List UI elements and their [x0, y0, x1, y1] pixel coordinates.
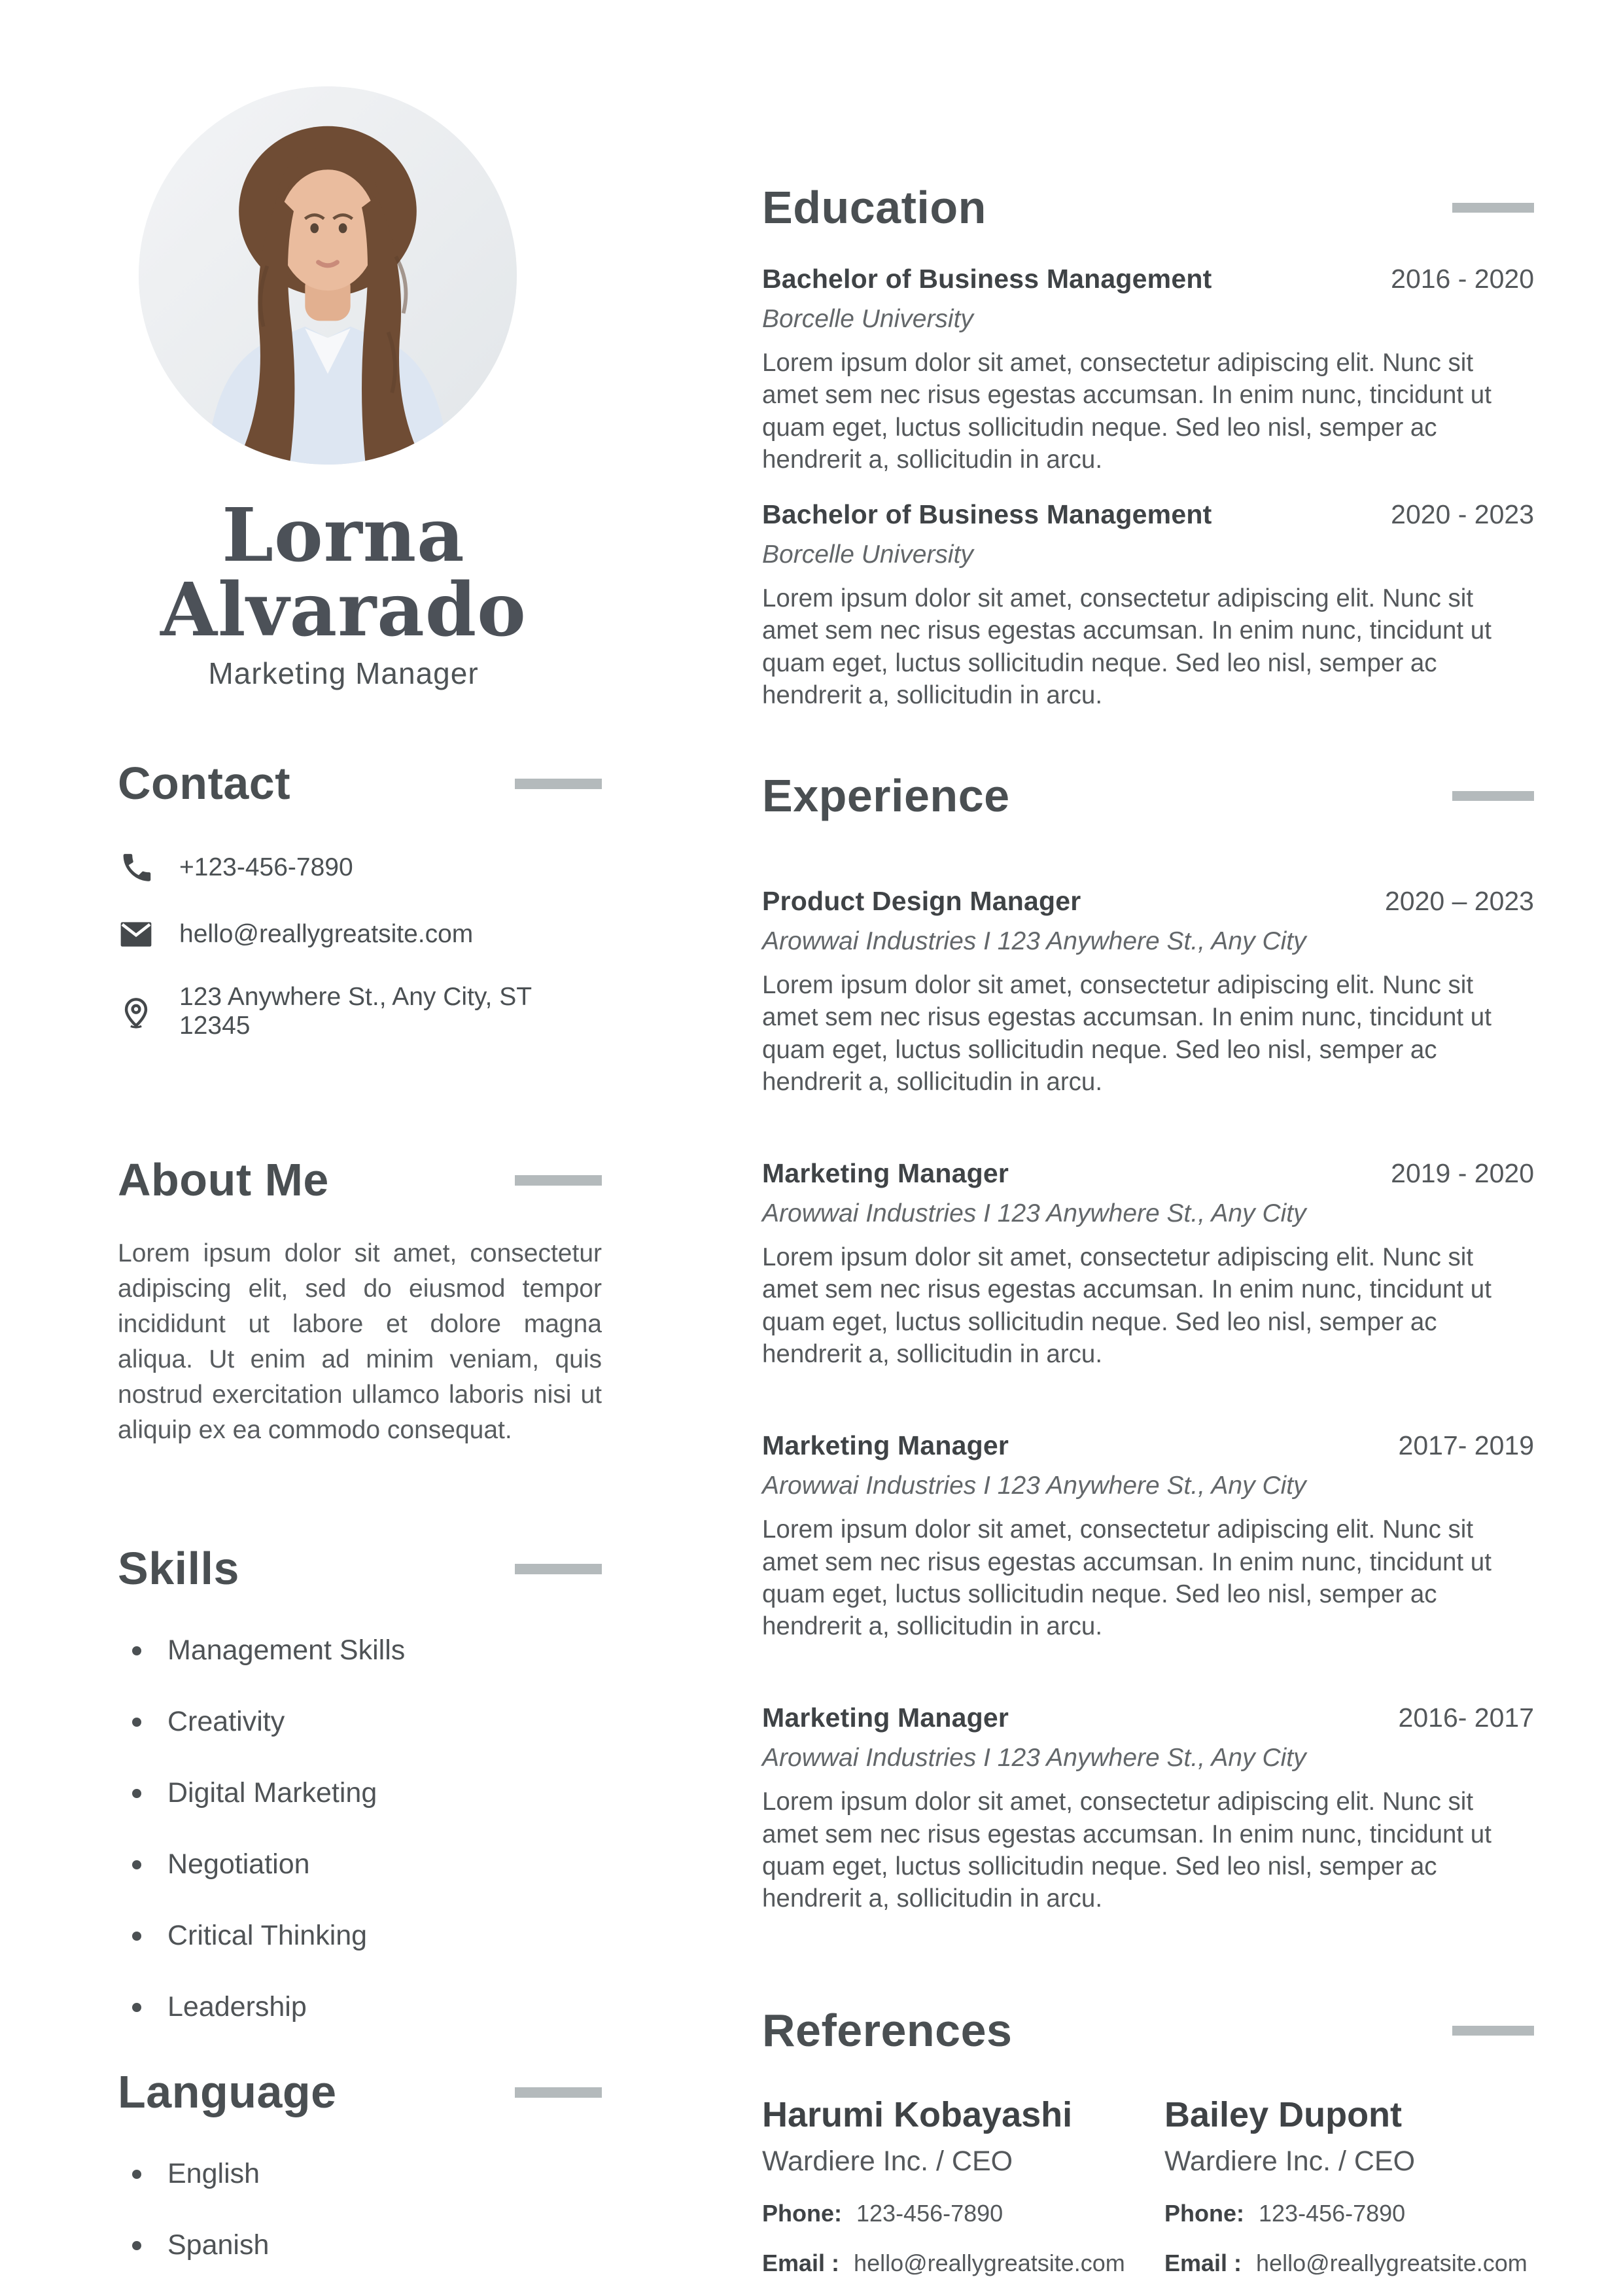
reference-role: Wardiere Inc. / CEO: [1164, 2146, 1416, 2178]
email-value: hello@reallygreatsite.com: [1256, 2250, 1527, 2277]
experience-entry: [762, 1703, 1534, 1915]
phone-icon: [118, 849, 154, 886]
skill-item: Digital Marketing: [118, 1777, 602, 1809]
skill-item: Management Skills: [118, 1634, 602, 1667]
reference-card: [762, 2094, 1164, 2277]
education-description: Lorem ipsum dolor sit amet, consectetur adipiscing elit. Nunc sit amet sem nec risus egestas accumsan. In enim nunc, tincidunt ut quam eget, luctus sollicitudin neque. Sed leo nisl, semper ac hendrerit a, sollicitudin in arcu.: [762, 349, 1492, 474]
phone-value: 123-456-7890: [1259, 2200, 1406, 2227]
right-column: [762, 0, 1534, 2277]
reference-email-line: [1164, 2250, 1534, 2277]
references-heading: References: [762, 2005, 1013, 2057]
reference-card: [1164, 2094, 1534, 2277]
heading-bar: [515, 2087, 602, 2098]
role-dates: 2020 – 2023: [1384, 886, 1534, 917]
address-text: 123 Anywhere St., Any City, ST 12345: [179, 983, 532, 1040]
job-title: Marketing Manager: [208, 656, 479, 691]
heading-bar: [1452, 2026, 1534, 2036]
role-title: Marketing Manager: [762, 1430, 1009, 1461]
references-grid: [762, 2094, 1534, 2277]
role-dates: 2017- 2019: [1398, 1430, 1534, 1461]
skill-item: Negotiation: [118, 1848, 602, 1881]
email-value: hello@reallygreatsite.com: [854, 2250, 1125, 2277]
language-list: [118, 2158, 602, 2261]
skills-heading: Skills: [118, 1543, 239, 1595]
education-entry: [762, 499, 1534, 711]
about-text: Lorem ipsum dolor sit amet, consectetur adipiscing elit, sed do eiusmod tempor incididunt ut labore et dolore magna aliqua. Ut enim ad minim veniam, quis nostrud exercitation ullamco laboris nisi ut aliquip ex ea commodo consequat.: [118, 1239, 602, 1444]
company-line: Arowwai Industries I 123 Anywhere St., Any City: [762, 1199, 1306, 1228]
section-references: [762, 2001, 1534, 2277]
location-icon: [118, 993, 154, 1030]
degree-dates: 2020 - 2023: [1391, 499, 1534, 530]
heading-bar: [515, 1564, 602, 1574]
reference-phone-line: [762, 2200, 1164, 2227]
email-text: hello@reallygreatsite.com: [179, 920, 474, 949]
role-title: Product Design Manager: [762, 886, 1081, 917]
bullet-dot: [132, 2003, 141, 2012]
contact-item-email: [118, 916, 602, 953]
role-dates: 2016- 2017: [1398, 1703, 1534, 1733]
experience-entry: [762, 1158, 1534, 1370]
email-icon: [118, 916, 154, 953]
education-description: Lorem ipsum dolor sit amet, consectetur adipiscing elit. Nunc sit amet sem nec risus egestas accumsan. In enim nunc, tincidunt ut quam eget, luctus sollicitudin neque. Sed leo nisl, semper ac hendrerit a, sollicitudin in arcu.: [762, 584, 1492, 709]
phone-value: 123-456-7890: [856, 2200, 1003, 2227]
company-line: Arowwai Industries I 123 Anywhere St., Any City: [762, 1744, 1306, 1773]
profile-photo: [139, 86, 517, 465]
contact-item-address: [118, 983, 602, 1040]
portrait-illustration: [139, 86, 517, 465]
education-heading: Education: [762, 182, 986, 233]
role-title: Marketing Manager: [762, 1703, 1009, 1733]
role-title: Marketing Manager: [762, 1158, 1009, 1189]
name-block: [118, 493, 569, 691]
company-line: Arowwai Industries I 123 Anywhere St., Any City: [762, 927, 1306, 956]
contact-heading: Contact: [118, 758, 291, 809]
skill-item: Critical Thinking: [118, 1920, 602, 1952]
degree-title: Bachelor of Business Management: [762, 264, 1212, 294]
bullet-dot: [132, 2170, 141, 2179]
degree-title: Bachelor of Business Management: [762, 499, 1212, 530]
experience-entry: [762, 1430, 1534, 1642]
phone-label: Phone:: [762, 2200, 842, 2227]
contact-list: [118, 849, 602, 1040]
heading-bar: [515, 779, 602, 789]
section-skills: [118, 1539, 602, 2023]
phone-label: Phone:: [1164, 2200, 1244, 2227]
reference-email-line: [762, 2250, 1164, 2277]
bullet-dot: [132, 2241, 141, 2250]
degree-dates: 2016 - 2020: [1391, 264, 1534, 294]
name-line-2: Alvarado: [160, 567, 527, 654]
skill-item: Leadership: [118, 1991, 602, 2023]
reference-name: Harumi Kobayashi: [762, 2095, 1073, 2135]
phone-text: +123-456-7890: [179, 853, 353, 882]
bullet-dot: [132, 1860, 141, 1869]
email-label: Email :: [1164, 2250, 1242, 2277]
heading-bar: [515, 1175, 602, 1186]
school-name: Borcelle University: [762, 305, 973, 333]
bullet-dot: [132, 1718, 141, 1727]
experience-description: Lorem ipsum dolor sit amet, consectetur adipiscing elit. Nunc sit amet sem nec risus egestas accumsan. In enim nunc, tincidunt ut quam eget, luctus sollicitudin neque. Sed leo nisl, semper ac hendrerit a, sollicitudin in arcu.: [762, 1515, 1492, 1641]
role-dates: 2019 - 2020: [1391, 1158, 1534, 1189]
left-column: [118, 0, 602, 2296]
bullet-dot: [132, 1932, 141, 1941]
language-heading: Language: [118, 2066, 337, 2118]
section-contact: [118, 754, 602, 1040]
school-name: Borcelle University: [762, 540, 973, 569]
experience-description: Lorem ipsum dolor sit amet, consectetur adipiscing elit. Nunc sit amet sem nec risus egestas accumsan. In enim nunc, tincidunt ut quam eget, luctus sollicitudin neque. Sed leo nisl, semper ac hendrerit a, sollicitudin in arcu.: [762, 1243, 1492, 1368]
about-heading: About Me: [118, 1154, 329, 1206]
experience-heading: Experience: [762, 770, 1010, 822]
skills-list: [118, 1634, 602, 2023]
reference-name: Bailey Dupont: [1164, 2095, 1403, 2135]
contact-item-phone: [118, 849, 602, 886]
reference-role: Wardiere Inc. / CEO: [762, 2146, 1013, 2178]
section-experience: [762, 766, 1534, 1915]
email-label: Email :: [762, 2250, 840, 2277]
experience-description: Lorem ipsum dolor sit amet, consectetur adipiscing elit. Nunc sit amet sem nec risus egestas accumsan. In enim nunc, tincidunt ut quam eget, luctus sollicitudin neque. Sed leo nisl, semper ac hendrerit a, sollicitudin in arcu.: [762, 1788, 1492, 1913]
skill-item: Creativity: [118, 1706, 602, 1738]
section-about: [118, 1150, 602, 1447]
heading-bar: [1452, 203, 1534, 213]
name-line-1: Lorna: [222, 493, 465, 578]
reference-phone-line: [1164, 2200, 1534, 2227]
company-line: Arowwai Industries I 123 Anywhere St., Any City: [762, 1472, 1306, 1500]
heading-bar: [1452, 791, 1534, 801]
section-language: [118, 2062, 602, 2261]
section-education: [762, 178, 1534, 711]
bullet-dot: [132, 1646, 141, 1655]
experience-description: Lorem ipsum dolor sit amet, consectetur adipiscing elit. Nunc sit amet sem nec risus egestas accumsan. In enim nunc, tincidunt ut quam eget, luctus sollicitudin neque. Sed leo nisl, semper ac hendrerit a, sollicitudin in arcu.: [762, 971, 1492, 1096]
language-item: English: [118, 2158, 602, 2190]
education-entry: [762, 264, 1534, 476]
experience-entry: [762, 886, 1534, 1098]
bullet-dot: [132, 1789, 141, 1798]
language-item: Spanish: [118, 2229, 602, 2261]
